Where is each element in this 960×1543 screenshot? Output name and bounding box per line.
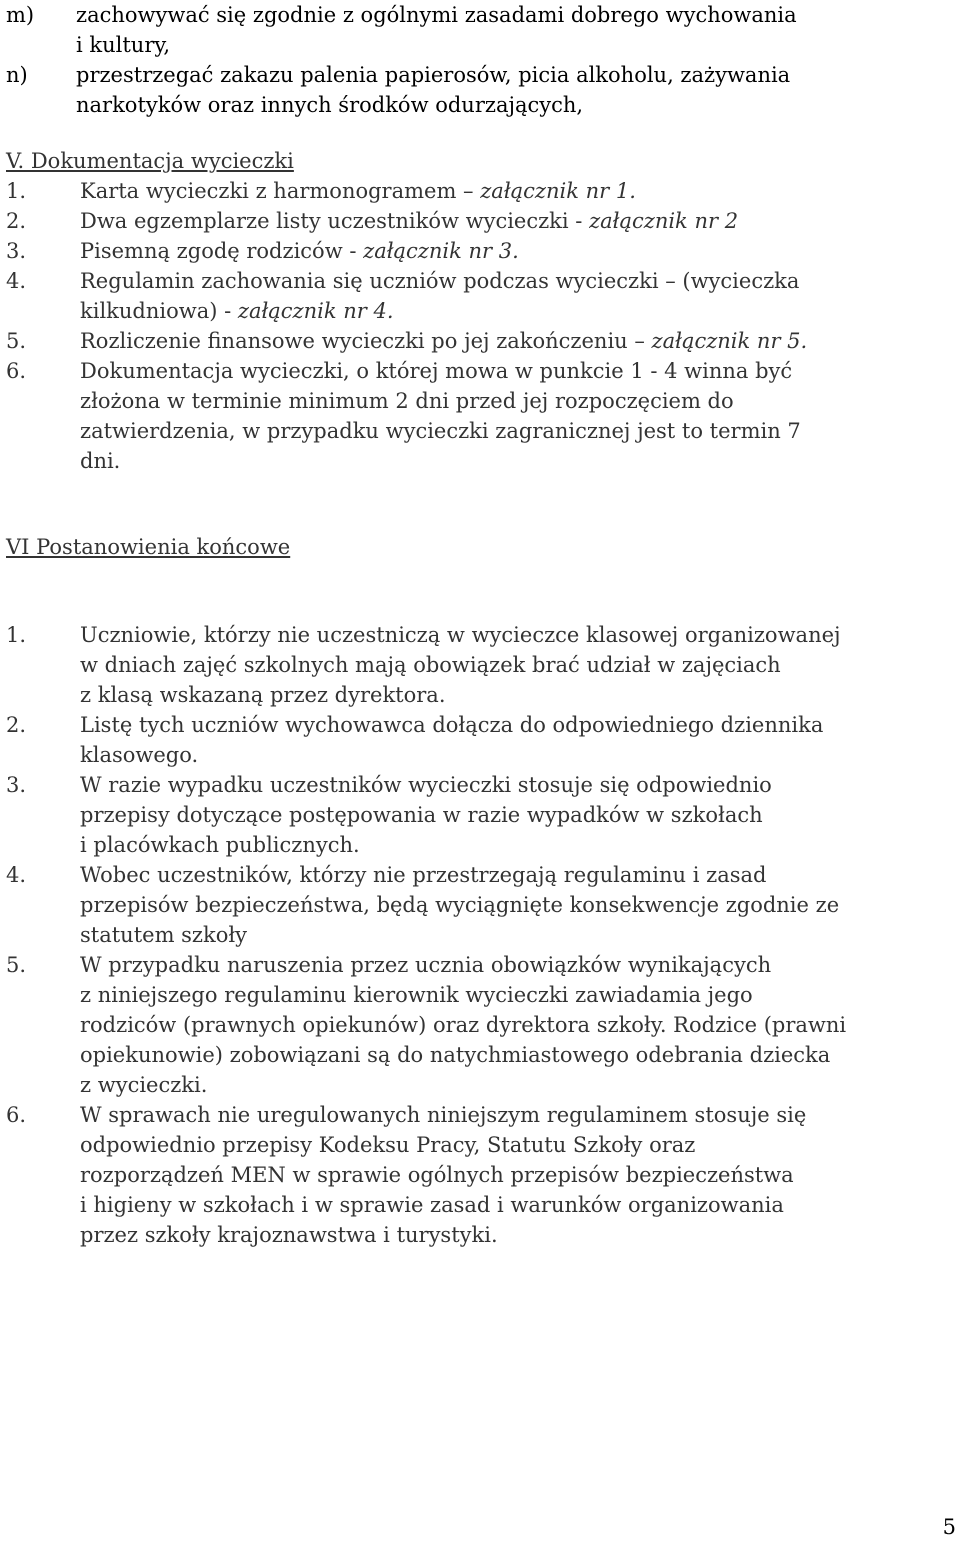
item-text: kilkudniowa) - <box>80 299 238 323</box>
list-item-line: statutem szkoły <box>80 923 248 947</box>
list-item-line <box>80 266 958 296</box>
list-item-line: Listę tych uczniów wychowawca dołącza do odpowiedniego dziennika <box>80 713 824 737</box>
list-item-line: zachowywać się zgodnie z ogólnymi zasadami dobrego wychowania <box>76 3 797 27</box>
attachment-ref: załącznik nr 2 <box>589 209 739 233</box>
list-item-line: rozporządzeń MEN w sprawie ogólnych przepisów bezpieczeństwa <box>80 1163 794 1187</box>
documentation-list <box>6 176 958 476</box>
list-item-line: z niniejszego regulaminu kierownik wycieczki zawiadamia jego <box>80 983 753 1007</box>
list-item-line: Dokumentacja wycieczki, o której mowa w punkcie 1 - 4 winna być <box>80 359 793 383</box>
list-marker: 6. <box>6 359 27 383</box>
list-item-line: złożona w terminie minimum 2 dni przed jej rozpoczęciem do <box>80 389 734 413</box>
list-marker: 5. <box>6 329 27 353</box>
page-number: 5 <box>942 1515 956 1539</box>
list-item-line: w dniach zajęć szkolnych mają obowiązek brać udział w zajęciach <box>80 653 781 677</box>
list-item-line: W sprawach nie uregulowanych niniejszym regulaminem stosuje się <box>80 1103 807 1127</box>
list-item <box>6 860 958 950</box>
list-marker: 2. <box>6 209 27 233</box>
list-item <box>6 266 958 326</box>
list-marker: 1. <box>6 179 27 203</box>
list-item <box>6 0 958 60</box>
list-item <box>6 356 958 476</box>
list-item-line: przez szkoły krajoznawstwa i turystyki. <box>80 1223 498 1247</box>
rules-list-continued <box>6 0 958 120</box>
list-marker: 2. <box>6 713 27 737</box>
list-item-line: z wycieczki. <box>80 1073 208 1097</box>
attachment-ref: załącznik nr 1. <box>480 179 636 203</box>
list-marker: m) <box>6 3 35 27</box>
list-item-line: W przypadku naruszenia przez ucznia obowiązków wynikających <box>80 953 772 977</box>
list-item <box>6 620 958 710</box>
attachment-ref: załącznik nr 3. <box>363 239 519 263</box>
list-item-line <box>80 326 958 356</box>
item-text: Rozliczenie finansowe wycieczki po jej zakończeniu – <box>80 329 652 353</box>
item-text: Regulamin zachowania się uczniów podczas wycieczki – (wycieczka <box>80 269 800 293</box>
list-item <box>6 1100 958 1250</box>
list-item-line: zatwierdzenia, w przypadku wycieczki zagranicznej jest to termin 7 <box>80 419 801 443</box>
list-item <box>6 60 958 120</box>
list-item-line: Wobec uczestników, którzy nie przestrzegają regulaminu i zasad <box>80 863 767 887</box>
list-item-line <box>80 206 958 236</box>
list-item <box>6 770 958 860</box>
list-item-line: opiekunowie) zobowiązani są do natychmiastowego odebrania dziecka <box>80 1043 831 1067</box>
list-item-line: klasowego. <box>80 743 199 767</box>
list-item <box>6 176 958 206</box>
list-item-line: Uczniowie, którzy nie uczestniczą w wycieczce klasowej organizowanej <box>80 623 841 647</box>
list-marker: 3. <box>6 773 27 797</box>
list-marker: 5. <box>6 953 27 977</box>
list-item-line: rodziców (prawnych opiekunów) oraz dyrektora szkoły. Rodzice (prawni <box>80 1013 847 1037</box>
list-item-line <box>80 296 958 326</box>
list-marker: 4. <box>6 863 27 887</box>
list-item-line <box>80 236 958 266</box>
item-text: Pisemną zgodę rodziców - <box>80 239 364 263</box>
list-item <box>6 206 958 236</box>
list-item-line: W razie wypadku uczestników wycieczki stosuje się odpowiednio <box>80 773 772 797</box>
list-item-line: z klasą wskazaną przez dyrektora. <box>80 683 446 707</box>
list-item-line: dni. <box>80 449 121 473</box>
list-item-line: przepisy dotyczące postępowania w razie wypadków w szkołach <box>80 803 763 827</box>
section-heading-final-provisions: VI Postanowienia końcowe <box>6 535 291 559</box>
list-item-line <box>80 176 958 206</box>
list-item <box>6 710 958 770</box>
list-item-line: i kultury, <box>76 33 171 57</box>
list-item-line: i placówkach publicznych. <box>80 833 360 857</box>
final-provisions-list <box>6 620 958 1250</box>
list-item-line: narkotyków oraz innych środków odurzających, <box>76 93 584 117</box>
list-item-line: przestrzegać zakazu palenia papierosów, picia alkoholu, zażywania <box>76 63 791 87</box>
list-marker: 4. <box>6 269 27 293</box>
list-item <box>6 236 958 266</box>
section-heading-documentation: V. Dokumentacja wycieczki <box>6 149 294 173</box>
item-text: Dwa egzemplarze listy uczestników wycieczki - <box>80 209 590 233</box>
list-marker: 3. <box>6 239 27 263</box>
list-item-line: i higieny w szkołach i w sprawie zasad i warunków organizowania <box>80 1193 784 1217</box>
list-item <box>6 326 958 356</box>
list-marker: n) <box>6 63 28 87</box>
list-marker: 1. <box>6 623 27 647</box>
list-item <box>6 950 958 1100</box>
attachment-ref: załącznik nr 4. <box>237 299 394 323</box>
list-marker: 6. <box>6 1103 27 1127</box>
item-text: Karta wycieczki z harmonogramem – <box>80 179 481 203</box>
list-item-line: odpowiednio przepisy Kodeksu Pracy, Statutu Szkoły oraz <box>80 1133 696 1157</box>
attachment-ref: załącznik nr 5. <box>651 329 808 353</box>
list-item-line: przepisów bezpieczeństwa, będą wyciągnięte konsekwencje zgodnie ze <box>80 893 840 917</box>
